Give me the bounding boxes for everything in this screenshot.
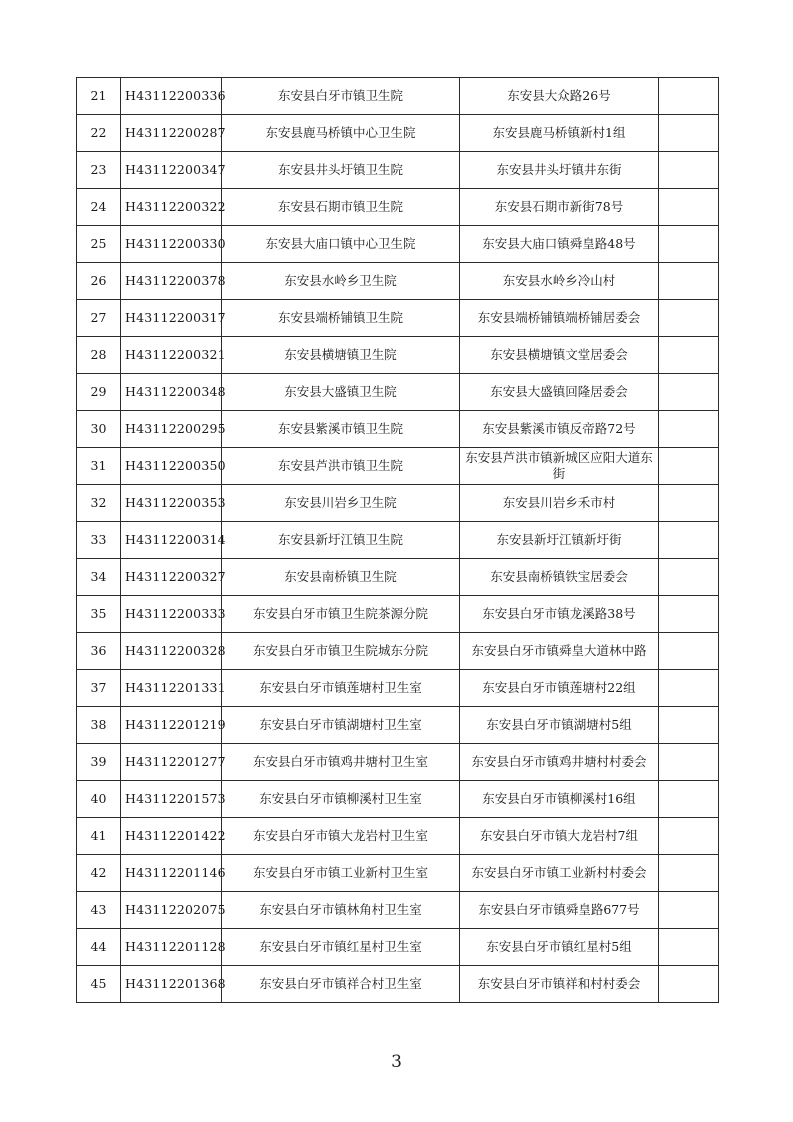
row-number-cell: 29 — [77, 374, 121, 411]
institution-address-cell: 东安县白牙市镇大龙岩村7组 — [460, 818, 659, 855]
note-cell — [659, 966, 719, 1003]
note-cell — [659, 892, 719, 929]
row-number-cell: 34 — [77, 559, 121, 596]
row-number-cell: 43 — [77, 892, 121, 929]
table-row — [77, 966, 719, 1003]
note-cell — [659, 596, 719, 633]
note-cell — [659, 115, 719, 152]
registry-sheet — [76, 77, 718, 1003]
note-cell — [659, 707, 719, 744]
institution-code-cell: H43112200295 — [121, 411, 222, 448]
institution-code-cell: H43112200314 — [121, 522, 222, 559]
note-cell — [659, 337, 719, 374]
row-number-cell: 24 — [77, 189, 121, 226]
institution-code-cell: H43112200321 — [121, 337, 222, 374]
institution-code-cell: H43112201422 — [121, 818, 222, 855]
institution-name-cell: 东安县白牙市镇卫生院茶源分院 — [222, 596, 460, 633]
row-number-cell: 30 — [77, 411, 121, 448]
table-row — [77, 707, 719, 744]
institution-address-cell: 东安县白牙市镇舜皇路677号 — [460, 892, 659, 929]
institution-name-cell: 东安县白牙市镇柳溪村卫生室 — [222, 781, 460, 818]
note-cell — [659, 929, 719, 966]
institution-address-cell: 东安县白牙市镇莲塘村22组 — [460, 670, 659, 707]
institution-address-cell: 东安县横塘镇文堂居委会 — [460, 337, 659, 374]
institution-address-cell: 东安县白牙市镇工业新村村委会 — [460, 855, 659, 892]
institution-code-cell: H43112201368 — [121, 966, 222, 1003]
institution-address-cell: 东安县大庙口镇舜皇路48号 — [460, 226, 659, 263]
row-number-cell: 27 — [77, 300, 121, 337]
institution-table-body — [77, 78, 719, 1003]
note-cell — [659, 300, 719, 337]
institution-address-cell: 东安县紫溪市镇反帝路72号 — [460, 411, 659, 448]
table-row — [77, 411, 719, 448]
note-cell — [659, 633, 719, 670]
table-row — [77, 744, 719, 781]
institution-code-cell: H43112200350 — [121, 448, 222, 485]
row-number-cell: 33 — [77, 522, 121, 559]
table-row — [77, 78, 719, 115]
institution-address-cell: 东安县大盛镇回隆居委会 — [460, 374, 659, 411]
institution-address-cell: 东安县鹿马桥镇新村1组 — [460, 115, 659, 152]
institution-code-cell: H43112200287 — [121, 115, 222, 152]
row-number-cell: 22 — [77, 115, 121, 152]
institution-address-cell: 东安县水岭乡冷山村 — [460, 263, 659, 300]
table-row — [77, 596, 719, 633]
table-row — [77, 818, 719, 855]
institution-code-cell: H43112200378 — [121, 263, 222, 300]
note-cell — [659, 226, 719, 263]
institution-code-cell: H43112201573 — [121, 781, 222, 818]
table-row — [77, 929, 719, 966]
row-number-cell: 35 — [77, 596, 121, 633]
institution-address-cell: 东安县白牙市镇湖塘村5组 — [460, 707, 659, 744]
note-cell — [659, 485, 719, 522]
institution-name-cell: 东安县白牙市镇红星村卫生室 — [222, 929, 460, 966]
row-number-cell: 36 — [77, 633, 121, 670]
table-row — [77, 633, 719, 670]
institution-name-cell: 东安县白牙市镇莲塘村卫生室 — [222, 670, 460, 707]
institution-name-cell: 东安县鹿马桥镇中心卫生院 — [222, 115, 460, 152]
institution-name-cell: 东安县石期市镇卫生院 — [222, 189, 460, 226]
table-row — [77, 115, 719, 152]
institution-code-cell: H43112200348 — [121, 374, 222, 411]
table-row — [77, 522, 719, 559]
table-row — [77, 337, 719, 374]
institution-name-cell: 东安县白牙市镇湖塘村卫生室 — [222, 707, 460, 744]
row-number-cell: 26 — [77, 263, 121, 300]
institution-name-cell: 东安县白牙市镇鸡井塘村卫生室 — [222, 744, 460, 781]
table-row — [77, 263, 719, 300]
institution-name-cell: 东安县端桥铺镇卫生院 — [222, 300, 460, 337]
table-row — [77, 189, 719, 226]
row-number-cell: 44 — [77, 929, 121, 966]
table-row — [77, 300, 719, 337]
institution-name-cell: 东安县川岩乡卫生院 — [222, 485, 460, 522]
page-number: 3 — [391, 1052, 402, 1072]
institution-table — [76, 77, 719, 1003]
note-cell — [659, 448, 719, 485]
row-number-cell: 28 — [77, 337, 121, 374]
row-number-cell: 40 — [77, 781, 121, 818]
institution-code-cell: H43112200330 — [121, 226, 222, 263]
institution-code-cell: H43112201128 — [121, 929, 222, 966]
institution-address-cell: 东安县端桥铺镇端桥铺居委会 — [460, 300, 659, 337]
row-number-cell: 41 — [77, 818, 121, 855]
institution-name-cell: 东安县白牙市镇卫生院 — [222, 78, 460, 115]
institution-address-cell: 东安县白牙市镇柳溪村16组 — [460, 781, 659, 818]
institution-address-cell: 东安县白牙市镇龙溪路38号 — [460, 596, 659, 633]
row-number-cell: 38 — [77, 707, 121, 744]
institution-address-cell: 东安县芦洪市镇新城区应阳大道东街 — [460, 448, 659, 485]
note-cell — [659, 670, 719, 707]
table-row — [77, 892, 719, 929]
institution-code-cell: H43112201219 — [121, 707, 222, 744]
institution-code-cell: H43112200336 — [121, 78, 222, 115]
institution-address-cell: 东安县白牙市镇祥和村村委会 — [460, 966, 659, 1003]
institution-name-cell: 东安县白牙市镇林角村卫生室 — [222, 892, 460, 929]
table-row — [77, 448, 719, 485]
note-cell — [659, 78, 719, 115]
note-cell — [659, 559, 719, 596]
note-cell — [659, 818, 719, 855]
institution-code-cell: H43112200328 — [121, 633, 222, 670]
institution-address-cell: 东安县大众路26号 — [460, 78, 659, 115]
institution-address-cell: 东安县白牙市镇舜皇大道林中路 — [460, 633, 659, 670]
note-cell — [659, 152, 719, 189]
note-cell — [659, 411, 719, 448]
row-number-cell: 39 — [77, 744, 121, 781]
institution-code-cell: H43112200317 — [121, 300, 222, 337]
row-number-cell: 31 — [77, 448, 121, 485]
note-cell — [659, 744, 719, 781]
row-number-cell: 32 — [77, 485, 121, 522]
institution-address-cell: 东安县川岩乡禾市村 — [460, 485, 659, 522]
institution-code-cell: H43112200353 — [121, 485, 222, 522]
institution-code-cell: H43112200347 — [121, 152, 222, 189]
institution-name-cell: 东安县横塘镇卫生院 — [222, 337, 460, 374]
institution-name-cell: 东安县大盛镇卫生院 — [222, 374, 460, 411]
row-number-cell: 42 — [77, 855, 121, 892]
institution-name-cell: 东安县井头圩镇卫生院 — [222, 152, 460, 189]
row-number-cell: 37 — [77, 670, 121, 707]
institution-code-cell: H43112201277 — [121, 744, 222, 781]
note-cell — [659, 263, 719, 300]
institution-code-cell: H43112200333 — [121, 596, 222, 633]
row-number-cell: 45 — [77, 966, 121, 1003]
institution-name-cell: 东安县白牙市镇卫生院城东分院 — [222, 633, 460, 670]
table-row — [77, 485, 719, 522]
row-number-cell: 25 — [77, 226, 121, 263]
note-cell — [659, 781, 719, 818]
institution-code-cell: H43112200327 — [121, 559, 222, 596]
row-number-cell: 21 — [77, 78, 121, 115]
institution-address-cell: 东安县南桥镇铁宝居委会 — [460, 559, 659, 596]
institution-name-cell: 东安县白牙市镇工业新村卫生室 — [222, 855, 460, 892]
note-cell — [659, 189, 719, 226]
note-cell — [659, 374, 719, 411]
table-row — [77, 781, 719, 818]
table-row — [77, 670, 719, 707]
row-number-cell: 23 — [77, 152, 121, 189]
institution-code-cell: H43112200322 — [121, 189, 222, 226]
institution-name-cell: 东安县水岭乡卫生院 — [222, 263, 460, 300]
institution-code-cell: H43112202075 — [121, 892, 222, 929]
institution-name-cell: 东安县白牙市镇大龙岩村卫生室 — [222, 818, 460, 855]
note-cell — [659, 855, 719, 892]
institution-name-cell: 东安县新圩江镇卫生院 — [222, 522, 460, 559]
institution-address-cell: 东安县白牙市镇鸡井塘村村委会 — [460, 744, 659, 781]
institution-address-cell: 东安县白牙市镇红星村5组 — [460, 929, 659, 966]
table-row — [77, 855, 719, 892]
institution-code-cell: H43112201331 — [121, 670, 222, 707]
institution-address-cell: 东安县石期市新街78号 — [460, 189, 659, 226]
note-cell — [659, 522, 719, 559]
institution-address-cell: 东安县新圩江镇新圩街 — [460, 522, 659, 559]
table-row — [77, 374, 719, 411]
institution-name-cell: 东安县芦洪市镇卫生院 — [222, 448, 460, 485]
table-row — [77, 152, 719, 189]
table-row — [77, 559, 719, 596]
institution-name-cell: 东安县南桥镇卫生院 — [222, 559, 460, 596]
institution-name-cell: 东安县紫溪市镇卫生院 — [222, 411, 460, 448]
table-row — [77, 226, 719, 263]
institution-name-cell: 东安县白牙市镇祥合村卫生室 — [222, 966, 460, 1003]
institution-address-cell: 东安县井头圩镇井东街 — [460, 152, 659, 189]
institution-code-cell: H43112201146 — [121, 855, 222, 892]
institution-name-cell: 东安县大庙口镇中心卫生院 — [222, 226, 460, 263]
